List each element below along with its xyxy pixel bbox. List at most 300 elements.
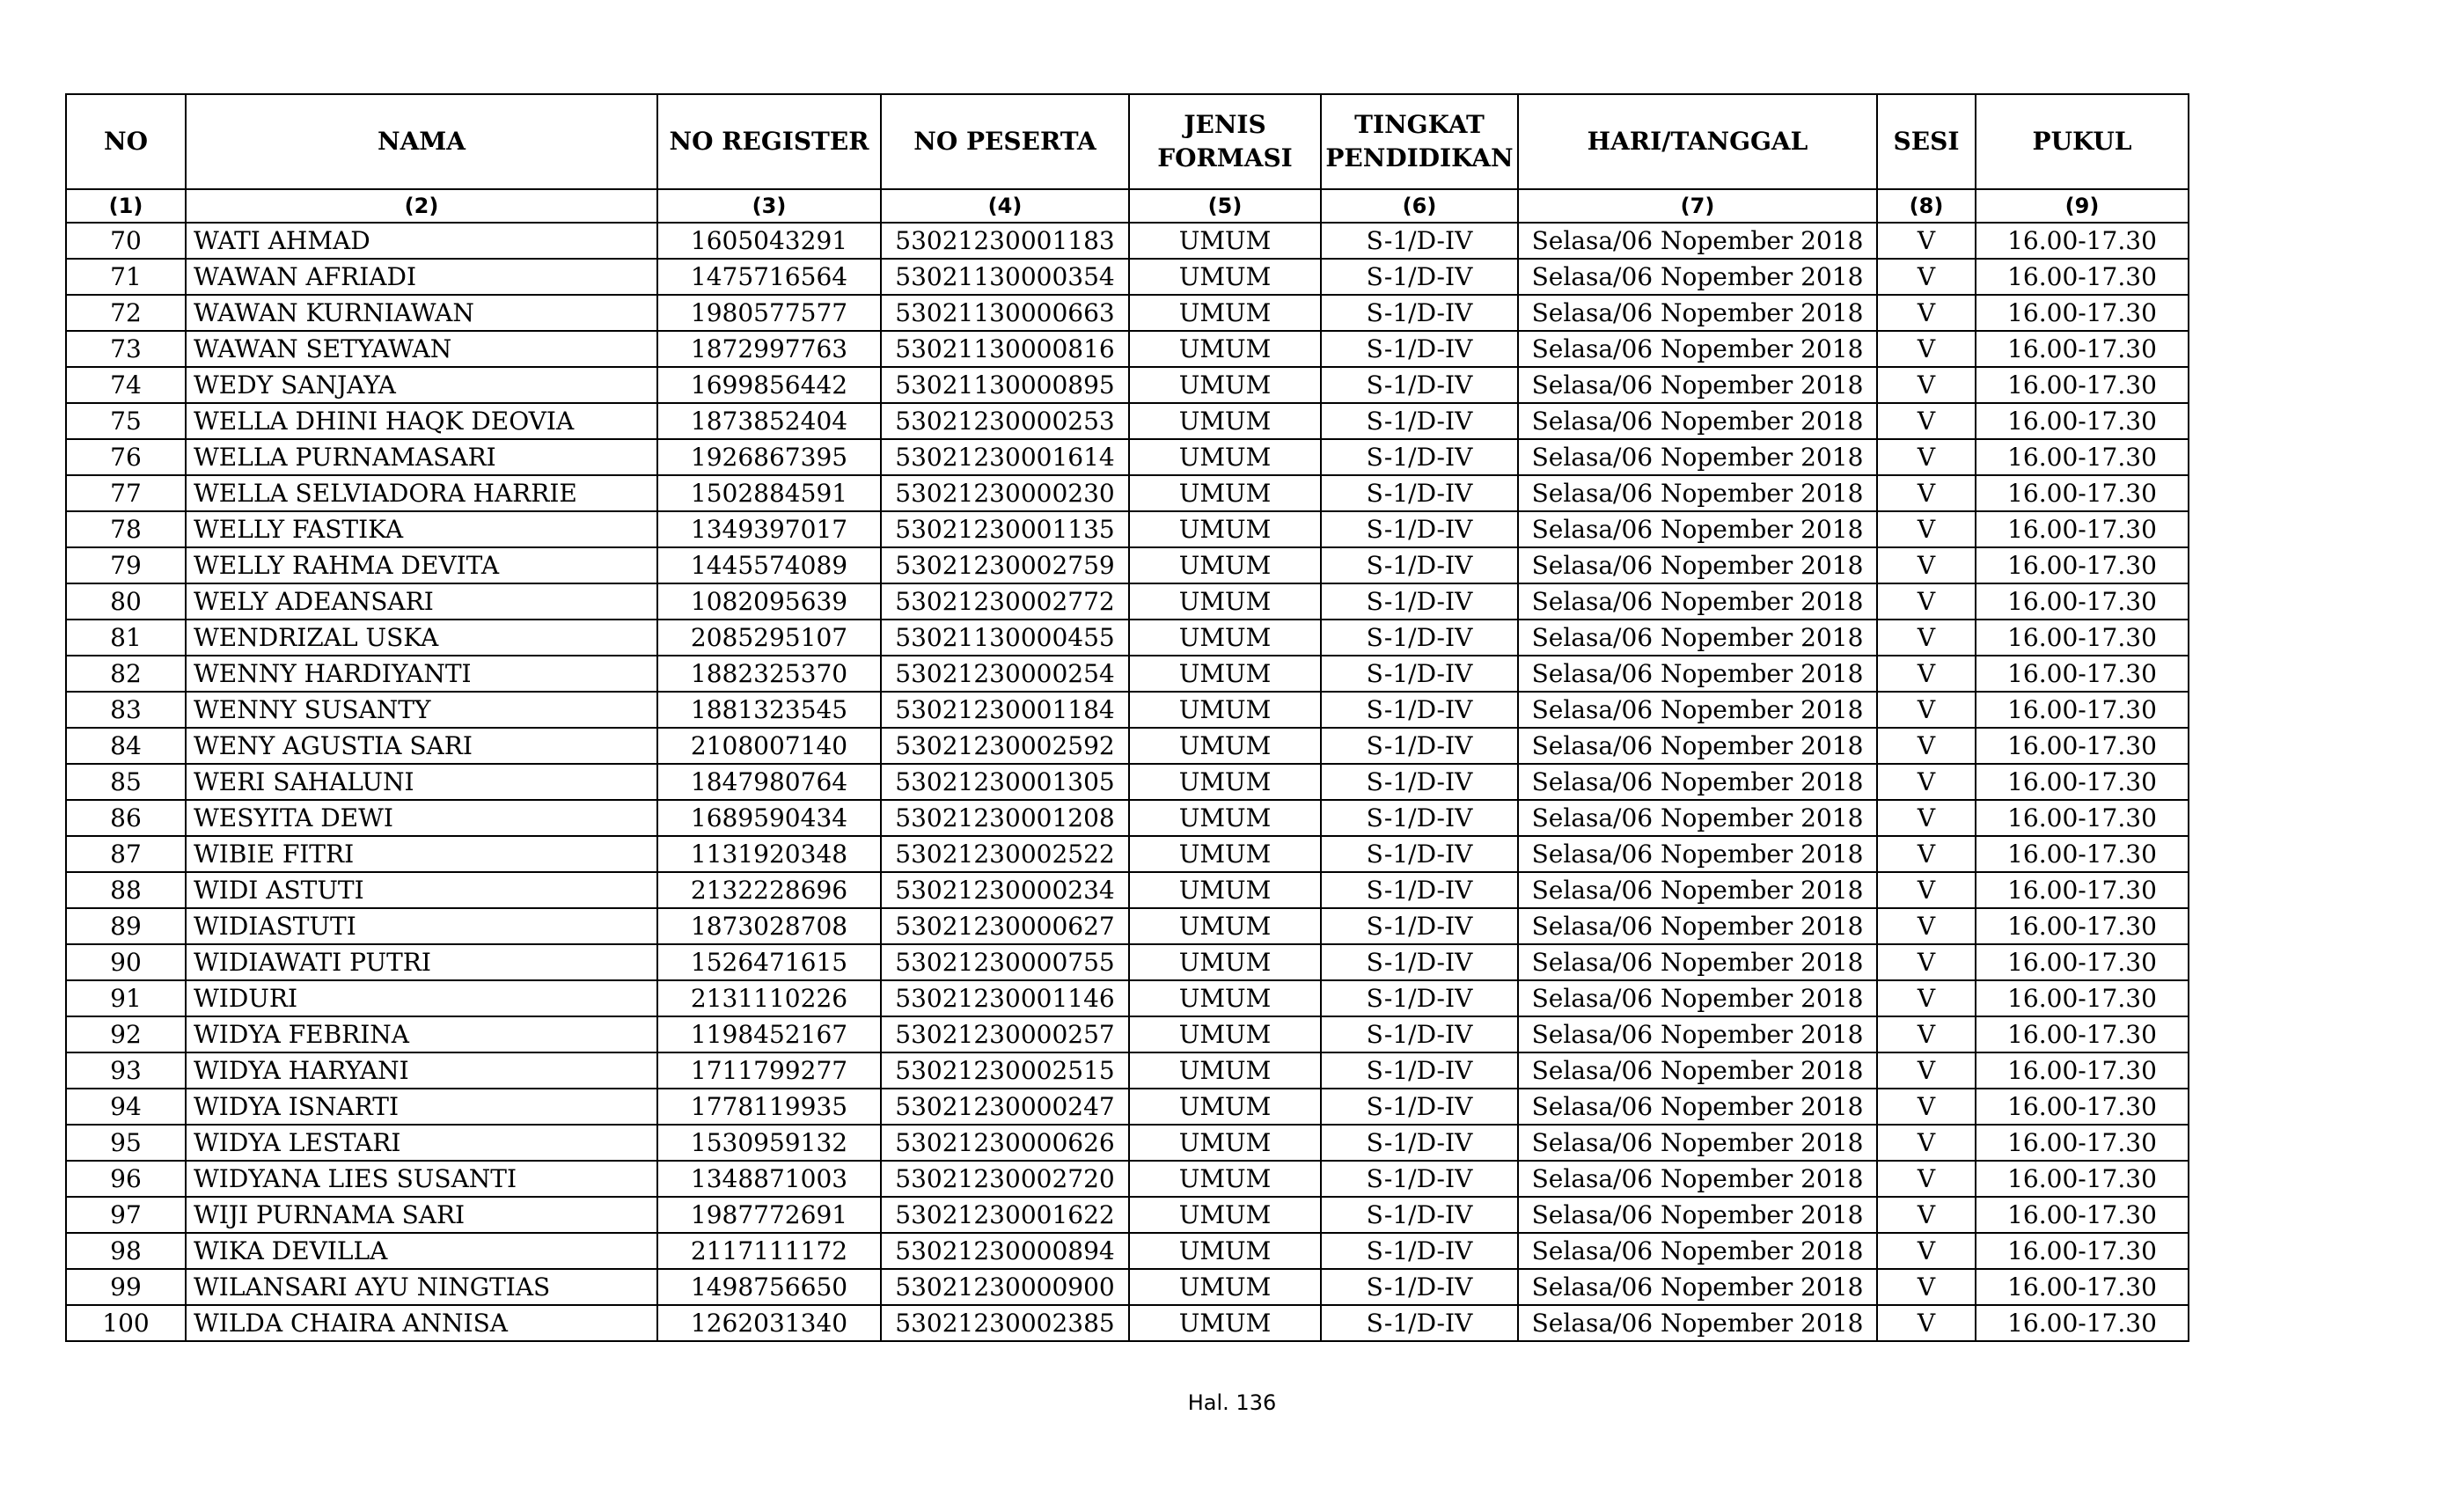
cell-nama: WENNY HARDIYANTI xyxy=(186,656,657,692)
cell-sesi: V xyxy=(1877,259,1976,295)
cell-jenis-formasi: UMUM xyxy=(1129,692,1321,728)
cell-pukul: 16.00-17.30 xyxy=(1976,511,2189,547)
table-row xyxy=(66,259,2189,295)
cell-hari-tanggal: Selasa/06 Nopember 2018 xyxy=(1518,331,1877,367)
table-header xyxy=(66,94,2189,223)
table-row xyxy=(66,620,2189,656)
cell-no: 73 xyxy=(66,331,186,367)
cell-no-peserta: 53021230002385 xyxy=(881,1305,1129,1341)
cell-nama: WIJI PURNAMA SARI xyxy=(186,1197,657,1233)
cell-tingkat-pendidikan: S-1/D-IV xyxy=(1321,547,1518,583)
header-no: NO xyxy=(66,94,186,189)
cell-hari-tanggal: Selasa/06 Nopember 2018 xyxy=(1518,511,1877,547)
cell-sesi: V xyxy=(1877,583,1976,620)
cell-hari-tanggal: Selasa/06 Nopember 2018 xyxy=(1518,583,1877,620)
cell-no-peserta: 53021230000626 xyxy=(881,1125,1129,1161)
cell-pukul: 16.00-17.30 xyxy=(1976,367,2189,403)
cell-jenis-formasi: UMUM xyxy=(1129,295,1321,331)
cell-no: 72 xyxy=(66,295,186,331)
cell-nama: WELY ADEANSARI xyxy=(186,583,657,620)
cell-sesi: V xyxy=(1877,944,1976,980)
table-row xyxy=(66,1016,2189,1052)
table-row xyxy=(66,656,2189,692)
table-row xyxy=(66,836,2189,872)
cell-tingkat-pendidikan: S-1/D-IV xyxy=(1321,223,1518,259)
cell-hari-tanggal: Selasa/06 Nopember 2018 xyxy=(1518,764,1877,800)
cell-pukul: 16.00-17.30 xyxy=(1976,223,2189,259)
cell-no: 86 xyxy=(66,800,186,836)
cell-nama: WAWAN AFRIADI xyxy=(186,259,657,295)
cell-jenis-formasi: UMUM xyxy=(1129,367,1321,403)
cell-jenis-formasi: UMUM xyxy=(1129,1305,1321,1341)
cell-pukul: 16.00-17.30 xyxy=(1976,1089,2189,1125)
table-row xyxy=(66,475,2189,511)
cell-hari-tanggal: Selasa/06 Nopember 2018 xyxy=(1518,980,1877,1016)
cell-no-peserta: 53021230002720 xyxy=(881,1161,1129,1197)
cell-pukul: 16.00-17.30 xyxy=(1976,872,2189,908)
cell-no-peserta: 53021130000455 xyxy=(881,620,1129,656)
cell-no-register: 1530959132 xyxy=(657,1125,881,1161)
cell-sesi: V xyxy=(1877,1269,1976,1305)
cell-pukul: 16.00-17.30 xyxy=(1976,583,2189,620)
table-row xyxy=(66,908,2189,944)
cell-tingkat-pendidikan: S-1/D-IV xyxy=(1321,367,1518,403)
cell-sesi: V xyxy=(1877,403,1976,439)
cell-nama: WELLA DHINI HAQK DEOVIA xyxy=(186,403,657,439)
cell-no-peserta: 53021230000230 xyxy=(881,475,1129,511)
cell-jenis-formasi: UMUM xyxy=(1129,583,1321,620)
cell-no-peserta: 53021230000247 xyxy=(881,1089,1129,1125)
cell-no-peserta: 53021130000895 xyxy=(881,367,1129,403)
cell-jenis-formasi: UMUM xyxy=(1129,944,1321,980)
cell-hari-tanggal: Selasa/06 Nopember 2018 xyxy=(1518,1269,1877,1305)
cell-no-peserta: 53021230002522 xyxy=(881,836,1129,872)
cell-jenis-formasi: UMUM xyxy=(1129,1269,1321,1305)
cell-pukul: 16.00-17.30 xyxy=(1976,1161,2189,1197)
cell-nama: WENDRIZAL USKA xyxy=(186,620,657,656)
cell-nama: WELLA SELVIADORA HARRIE xyxy=(186,475,657,511)
cell-nama: WEDY SANJAYA xyxy=(186,367,657,403)
cell-jenis-formasi: UMUM xyxy=(1129,511,1321,547)
cell-tingkat-pendidikan: S-1/D-IV xyxy=(1321,1161,1518,1197)
cell-no: 80 xyxy=(66,583,186,620)
cell-sesi: V xyxy=(1877,1233,1976,1269)
cell-nama: WIKA DEVILLA xyxy=(186,1233,657,1269)
cell-hari-tanggal: Selasa/06 Nopember 2018 xyxy=(1518,908,1877,944)
cell-tingkat-pendidikan: S-1/D-IV xyxy=(1321,511,1518,547)
cell-no: 71 xyxy=(66,259,186,295)
cell-hari-tanggal: Selasa/06 Nopember 2018 xyxy=(1518,1197,1877,1233)
cell-hari-tanggal: Selasa/06 Nopember 2018 xyxy=(1518,944,1877,980)
cell-hari-tanggal: Selasa/06 Nopember 2018 xyxy=(1518,547,1877,583)
cell-hari-tanggal: Selasa/06 Nopember 2018 xyxy=(1518,475,1877,511)
cell-hari-tanggal: Selasa/06 Nopember 2018 xyxy=(1518,728,1877,764)
cell-nama: WAWAN KURNIAWAN xyxy=(186,295,657,331)
cell-tingkat-pendidikan: S-1/D-IV xyxy=(1321,1125,1518,1161)
cell-jenis-formasi: UMUM xyxy=(1129,908,1321,944)
table-row xyxy=(66,1161,2189,1197)
cell-nama: WENY AGUSTIA SARI xyxy=(186,728,657,764)
cell-jenis-formasi: UMUM xyxy=(1129,620,1321,656)
cell-hari-tanggal: Selasa/06 Nopember 2018 xyxy=(1518,1016,1877,1052)
table-row xyxy=(66,511,2189,547)
cell-pukul: 16.00-17.30 xyxy=(1976,1197,2189,1233)
cell-tingkat-pendidikan: S-1/D-IV xyxy=(1321,872,1518,908)
table-row xyxy=(66,800,2189,836)
cell-jenis-formasi: UMUM xyxy=(1129,1089,1321,1125)
cell-sesi: V xyxy=(1877,1161,1976,1197)
table-row xyxy=(66,331,2189,367)
cell-pukul: 16.00-17.30 xyxy=(1976,800,2189,836)
cell-no: 90 xyxy=(66,944,186,980)
cell-no-register: 1475716564 xyxy=(657,259,881,295)
cell-hari-tanggal: Selasa/06 Nopember 2018 xyxy=(1518,1233,1877,1269)
column-number: (7) xyxy=(1518,189,1877,223)
cell-no-peserta: 53021230000257 xyxy=(881,1016,1129,1052)
cell-no-register: 1689590434 xyxy=(657,800,881,836)
table-body xyxy=(66,223,2189,1341)
column-number: (4) xyxy=(881,189,1129,223)
cell-hari-tanggal: Selasa/06 Nopember 2018 xyxy=(1518,367,1877,403)
cell-hari-tanggal: Selasa/06 Nopember 2018 xyxy=(1518,1089,1877,1125)
cell-jenis-formasi: UMUM xyxy=(1129,800,1321,836)
cell-no-register: 2131110226 xyxy=(657,980,881,1016)
cell-sesi: V xyxy=(1877,547,1976,583)
cell-nama: WATI AHMAD xyxy=(186,223,657,259)
cell-hari-tanggal: Selasa/06 Nopember 2018 xyxy=(1518,1052,1877,1089)
cell-no: 99 xyxy=(66,1269,186,1305)
cell-tingkat-pendidikan: S-1/D-IV xyxy=(1321,403,1518,439)
cell-pukul: 16.00-17.30 xyxy=(1976,980,2189,1016)
column-number: (2) xyxy=(186,189,657,223)
cell-nama: WIDIASTUTI xyxy=(186,908,657,944)
cell-no: 82 xyxy=(66,656,186,692)
cell-no: 77 xyxy=(66,475,186,511)
cell-nama: WIDURI xyxy=(186,980,657,1016)
cell-no-register: 2117111172 xyxy=(657,1233,881,1269)
cell-nama: WESYITA DEWI xyxy=(186,800,657,836)
cell-no: 87 xyxy=(66,836,186,872)
cell-sesi: V xyxy=(1877,475,1976,511)
cell-tingkat-pendidikan: S-1/D-IV xyxy=(1321,1089,1518,1125)
cell-tingkat-pendidikan: S-1/D-IV xyxy=(1321,1016,1518,1052)
table-row xyxy=(66,1089,2189,1125)
cell-no: 94 xyxy=(66,1089,186,1125)
table-row xyxy=(66,583,2189,620)
header-nama: NAMA xyxy=(186,94,657,189)
table-row xyxy=(66,1125,2189,1161)
cell-nama: WELLA PURNAMASARI xyxy=(186,439,657,475)
column-number: (6) xyxy=(1321,189,1518,223)
cell-sesi: V xyxy=(1877,728,1976,764)
column-number: (5) xyxy=(1129,189,1321,223)
cell-no: 74 xyxy=(66,367,186,403)
cell-jenis-formasi: UMUM xyxy=(1129,547,1321,583)
cell-no-peserta: 53021230000253 xyxy=(881,403,1129,439)
cell-tingkat-pendidikan: S-1/D-IV xyxy=(1321,836,1518,872)
cell-nama: WIBIE FITRI xyxy=(186,836,657,872)
cell-no-peserta: 53021230001305 xyxy=(881,764,1129,800)
cell-sesi: V xyxy=(1877,872,1976,908)
header-no-peserta: NO PESERTA xyxy=(881,94,1129,189)
cell-pukul: 16.00-17.30 xyxy=(1976,331,2189,367)
table-row xyxy=(66,764,2189,800)
cell-jenis-formasi: UMUM xyxy=(1129,439,1321,475)
cell-pukul: 16.00-17.30 xyxy=(1976,656,2189,692)
cell-jenis-formasi: UMUM xyxy=(1129,1052,1321,1089)
cell-pukul: 16.00-17.30 xyxy=(1976,1125,2189,1161)
header-no-register: NO REGISTER xyxy=(657,94,881,189)
cell-no: 84 xyxy=(66,728,186,764)
table-row xyxy=(66,1052,2189,1089)
cell-hari-tanggal: Selasa/06 Nopember 2018 xyxy=(1518,223,1877,259)
cell-pukul: 16.00-17.30 xyxy=(1976,1305,2189,1341)
cell-no-peserta: 53021230002592 xyxy=(881,728,1129,764)
table-row xyxy=(66,439,2189,475)
cell-jenis-formasi: UMUM xyxy=(1129,764,1321,800)
cell-no-register: 1881323545 xyxy=(657,692,881,728)
cell-pukul: 16.00-17.30 xyxy=(1976,1269,2189,1305)
cell-jenis-formasi: UMUM xyxy=(1129,872,1321,908)
cell-tingkat-pendidikan: S-1/D-IV xyxy=(1321,583,1518,620)
cell-nama: WIDYA LESTARI xyxy=(186,1125,657,1161)
cell-no-register: 1980577577 xyxy=(657,295,881,331)
cell-tingkat-pendidikan: S-1/D-IV xyxy=(1321,475,1518,511)
cell-no-register: 1082095639 xyxy=(657,583,881,620)
cell-nama: WIDYANA LIES SUSANTI xyxy=(186,1161,657,1197)
cell-tingkat-pendidikan: S-1/D-IV xyxy=(1321,800,1518,836)
cell-jenis-formasi: UMUM xyxy=(1129,1233,1321,1269)
cell-nama: WIDYA FEBRINA xyxy=(186,1016,657,1052)
cell-no-register: 1847980764 xyxy=(657,764,881,800)
cell-hari-tanggal: Selasa/06 Nopember 2018 xyxy=(1518,656,1877,692)
cell-nama: WIDI ASTUTI xyxy=(186,872,657,908)
cell-no: 98 xyxy=(66,1233,186,1269)
cell-tingkat-pendidikan: S-1/D-IV xyxy=(1321,656,1518,692)
cell-no-peserta: 53021230000254 xyxy=(881,656,1129,692)
cell-jenis-formasi: UMUM xyxy=(1129,980,1321,1016)
cell-no-register: 1605043291 xyxy=(657,223,881,259)
cell-sesi: V xyxy=(1877,620,1976,656)
cell-no-peserta: 53021230000894 xyxy=(881,1233,1129,1269)
cell-tingkat-pendidikan: S-1/D-IV xyxy=(1321,620,1518,656)
cell-tingkat-pendidikan: S-1/D-IV xyxy=(1321,295,1518,331)
cell-nama: WERI SAHALUNI xyxy=(186,764,657,800)
cell-no: 79 xyxy=(66,547,186,583)
cell-pukul: 16.00-17.30 xyxy=(1976,728,2189,764)
cell-pukul: 16.00-17.30 xyxy=(1976,295,2189,331)
cell-no: 81 xyxy=(66,620,186,656)
table-row xyxy=(66,944,2189,980)
cell-no-register: 1778119935 xyxy=(657,1089,881,1125)
cell-no: 95 xyxy=(66,1125,186,1161)
cell-sesi: V xyxy=(1877,800,1976,836)
cell-no: 93 xyxy=(66,1052,186,1089)
cell-no-peserta: 53021230001183 xyxy=(881,223,1129,259)
cell-jenis-formasi: UMUM xyxy=(1129,656,1321,692)
table-row xyxy=(66,547,2189,583)
cell-tingkat-pendidikan: S-1/D-IV xyxy=(1321,764,1518,800)
cell-nama: WELLY FASTIKA xyxy=(186,511,657,547)
cell-nama: WAWAN SETYAWAN xyxy=(186,331,657,367)
column-number: (1) xyxy=(66,189,186,223)
cell-no-register: 2108007140 xyxy=(657,728,881,764)
cell-jenis-formasi: UMUM xyxy=(1129,475,1321,511)
cell-no: 76 xyxy=(66,439,186,475)
cell-nama: WIDYA ISNARTI xyxy=(186,1089,657,1125)
cell-pukul: 16.00-17.30 xyxy=(1976,944,2189,980)
cell-no-register: 1873028708 xyxy=(657,908,881,944)
cell-sesi: V xyxy=(1877,1197,1976,1233)
cell-pukul: 16.00-17.30 xyxy=(1976,475,2189,511)
cell-tingkat-pendidikan: S-1/D-IV xyxy=(1321,331,1518,367)
cell-sesi: V xyxy=(1877,295,1976,331)
cell-sesi: V xyxy=(1877,511,1976,547)
cell-hari-tanggal: Selasa/06 Nopember 2018 xyxy=(1518,1125,1877,1161)
cell-no-register: 1526471615 xyxy=(657,944,881,980)
cell-pukul: 16.00-17.30 xyxy=(1976,908,2189,944)
cell-sesi: V xyxy=(1877,980,1976,1016)
cell-no-register: 1711799277 xyxy=(657,1052,881,1089)
table-row xyxy=(66,223,2189,259)
cell-pukul: 16.00-17.30 xyxy=(1976,439,2189,475)
cell-no-peserta: 53021230001622 xyxy=(881,1197,1129,1233)
cell-sesi: V xyxy=(1877,1089,1976,1125)
page-number: Hal. 136 xyxy=(1187,1390,1277,1415)
cell-no-register: 1498756650 xyxy=(657,1269,881,1305)
cell-tingkat-pendidikan: S-1/D-IV xyxy=(1321,1269,1518,1305)
cell-no-register: 1349397017 xyxy=(657,511,881,547)
cell-sesi: V xyxy=(1877,656,1976,692)
header-sesi: SESI xyxy=(1877,94,1976,189)
cell-no-register: 1926867395 xyxy=(657,439,881,475)
cell-tingkat-pendidikan: S-1/D-IV xyxy=(1321,692,1518,728)
cell-hari-tanggal: Selasa/06 Nopember 2018 xyxy=(1518,403,1877,439)
cell-no-register: 1873852404 xyxy=(657,403,881,439)
table-row xyxy=(66,403,2189,439)
cell-nama: WENNY SUSANTY xyxy=(186,692,657,728)
column-number: (3) xyxy=(657,189,881,223)
cell-hari-tanggal: Selasa/06 Nopember 2018 xyxy=(1518,836,1877,872)
table-row xyxy=(66,872,2189,908)
cell-hari-tanggal: Selasa/06 Nopember 2018 xyxy=(1518,1305,1877,1341)
cell-jenis-formasi: UMUM xyxy=(1129,403,1321,439)
cell-no: 70 xyxy=(66,223,186,259)
cell-pukul: 16.00-17.30 xyxy=(1976,1233,2189,1269)
cell-no: 92 xyxy=(66,1016,186,1052)
cell-jenis-formasi: UMUM xyxy=(1129,1197,1321,1233)
cell-no-register: 1262031340 xyxy=(657,1305,881,1341)
cell-no: 85 xyxy=(66,764,186,800)
cell-no-register: 1198452167 xyxy=(657,1016,881,1052)
cell-sesi: V xyxy=(1877,1125,1976,1161)
cell-no-peserta: 53021230001146 xyxy=(881,980,1129,1016)
table-row xyxy=(66,1233,2189,1269)
header-row xyxy=(66,94,2189,189)
cell-no-peserta: 53021230002772 xyxy=(881,583,1129,620)
cell-pukul: 16.00-17.30 xyxy=(1976,403,2189,439)
cell-hari-tanggal: Selasa/06 Nopember 2018 xyxy=(1518,295,1877,331)
header-hari-tanggal: HARI/TANGGAL xyxy=(1518,94,1877,189)
cell-pukul: 16.00-17.30 xyxy=(1976,1016,2189,1052)
cell-no-peserta: 53021230001208 xyxy=(881,800,1129,836)
cell-no: 88 xyxy=(66,872,186,908)
cell-no-peserta: 53021230001614 xyxy=(881,439,1129,475)
cell-tingkat-pendidikan: S-1/D-IV xyxy=(1321,944,1518,980)
cell-pukul: 16.00-17.30 xyxy=(1976,692,2189,728)
cell-hari-tanggal: Selasa/06 Nopember 2018 xyxy=(1518,872,1877,908)
table-row xyxy=(66,367,2189,403)
table-row xyxy=(66,980,2189,1016)
cell-no: 89 xyxy=(66,908,186,944)
cell-no-peserta: 53021230000900 xyxy=(881,1269,1129,1305)
cell-tingkat-pendidikan: S-1/D-IV xyxy=(1321,1233,1518,1269)
cell-hari-tanggal: Selasa/06 Nopember 2018 xyxy=(1518,620,1877,656)
cell-no: 96 xyxy=(66,1161,186,1197)
header-jenis-formasi: JENIS FORMASI xyxy=(1129,94,1321,189)
cell-tingkat-pendidikan: S-1/D-IV xyxy=(1321,1197,1518,1233)
cell-nama: WILANSARI AYU NINGTIAS xyxy=(186,1269,657,1305)
cell-jenis-formasi: UMUM xyxy=(1129,1016,1321,1052)
header-tingkat-pendidikan: TINGKAT PENDIDIKAN xyxy=(1321,94,1518,189)
cell-no: 100 xyxy=(66,1305,186,1341)
table-row xyxy=(66,1197,2189,1233)
table-row xyxy=(66,1269,2189,1305)
column-number: (8) xyxy=(1877,189,1976,223)
cell-sesi: V xyxy=(1877,1016,1976,1052)
column-number: (9) xyxy=(1976,189,2189,223)
cell-no-peserta: 53021230000627 xyxy=(881,908,1129,944)
cell-tingkat-pendidikan: S-1/D-IV xyxy=(1321,980,1518,1016)
cell-pukul: 16.00-17.30 xyxy=(1976,1052,2189,1089)
cell-no-peserta: 53021230001184 xyxy=(881,692,1129,728)
cell-no-peserta: 53021230002515 xyxy=(881,1052,1129,1089)
table-row xyxy=(66,295,2189,331)
cell-sesi: V xyxy=(1877,223,1976,259)
cell-tingkat-pendidikan: S-1/D-IV xyxy=(1321,1052,1518,1089)
cell-sesi: V xyxy=(1877,836,1976,872)
cell-no-peserta: 53021130000816 xyxy=(881,331,1129,367)
cell-no-register: 2085295107 xyxy=(657,620,881,656)
cell-tingkat-pendidikan: S-1/D-IV xyxy=(1321,1305,1518,1341)
cell-tingkat-pendidikan: S-1/D-IV xyxy=(1321,908,1518,944)
cell-no: 78 xyxy=(66,511,186,547)
cell-hari-tanggal: Selasa/06 Nopember 2018 xyxy=(1518,439,1877,475)
cell-pukul: 16.00-17.30 xyxy=(1976,620,2189,656)
cell-hari-tanggal: Selasa/06 Nopember 2018 xyxy=(1518,800,1877,836)
cell-no-peserta: 53021230001135 xyxy=(881,511,1129,547)
cell-jenis-formasi: UMUM xyxy=(1129,223,1321,259)
table-row xyxy=(66,692,2189,728)
cell-no-peserta: 53021130000354 xyxy=(881,259,1129,295)
cell-pukul: 16.00-17.30 xyxy=(1976,259,2189,295)
cell-no: 83 xyxy=(66,692,186,728)
cell-hari-tanggal: Selasa/06 Nopember 2018 xyxy=(1518,692,1877,728)
cell-no-register: 1445574089 xyxy=(657,547,881,583)
cell-sesi: V xyxy=(1877,764,1976,800)
table-row xyxy=(66,1305,2189,1341)
cell-jenis-formasi: UMUM xyxy=(1129,836,1321,872)
cell-no-peserta: 53021130000663 xyxy=(881,295,1129,331)
cell-sesi: V xyxy=(1877,908,1976,944)
cell-no-register: 1502884591 xyxy=(657,475,881,511)
cell-nama: WELLY RAHMA DEVITA xyxy=(186,547,657,583)
cell-jenis-formasi: UMUM xyxy=(1129,728,1321,764)
cell-pukul: 16.00-17.30 xyxy=(1976,547,2189,583)
cell-no-peserta: 53021230002759 xyxy=(881,547,1129,583)
cell-nama: WILDA CHAIRA ANNISA xyxy=(186,1305,657,1341)
cell-no-register: 1882325370 xyxy=(657,656,881,692)
